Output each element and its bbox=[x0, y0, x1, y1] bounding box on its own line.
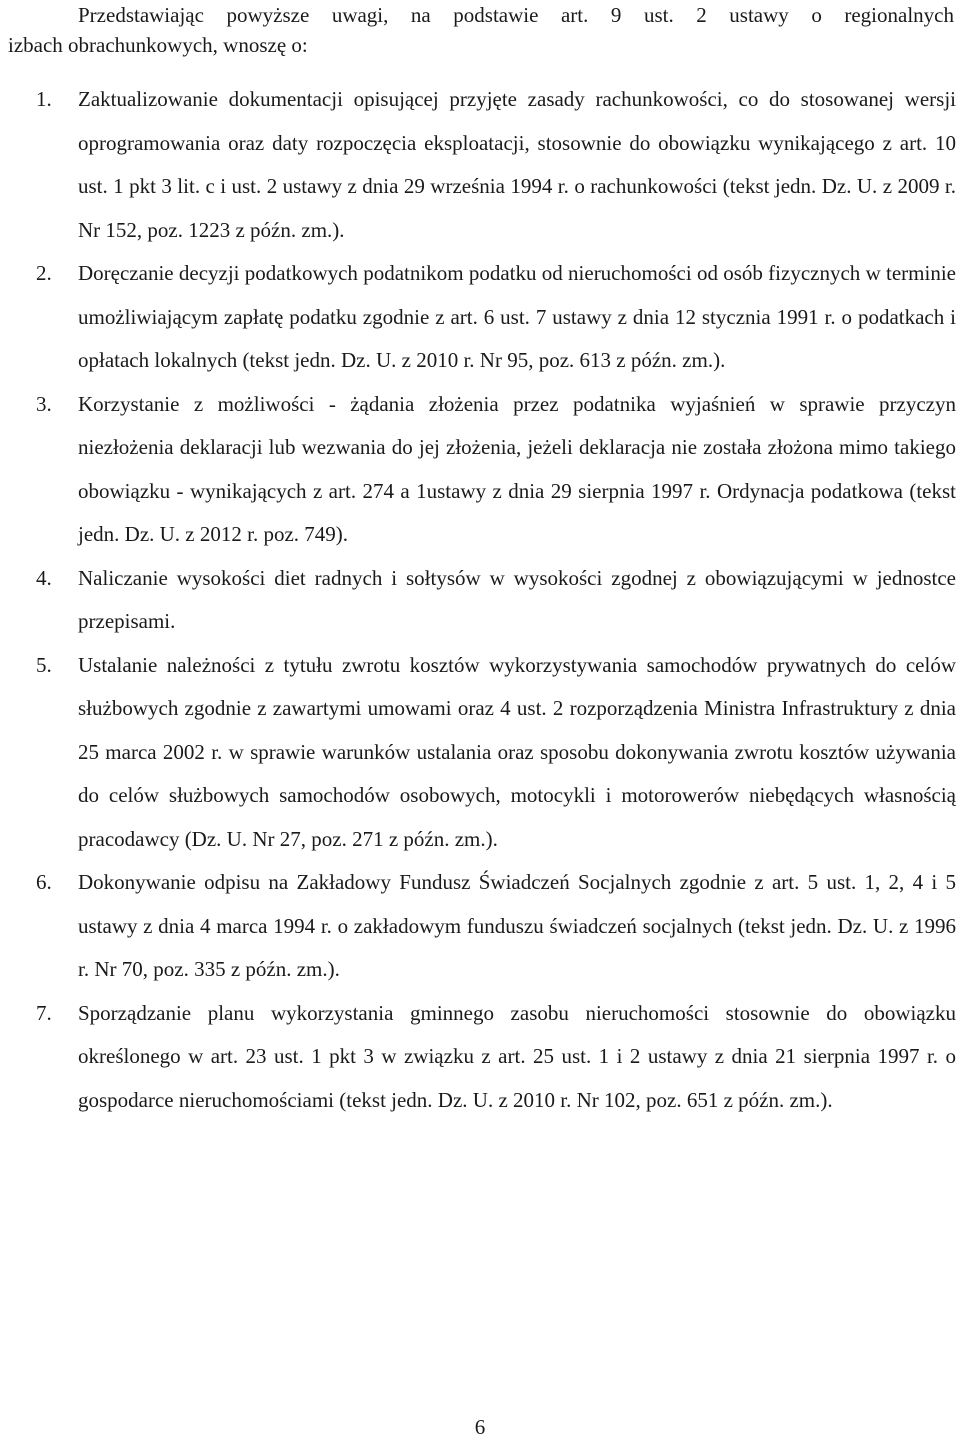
list-item-number: 4. bbox=[36, 565, 52, 590]
intro-paragraph bbox=[8, 0, 954, 60]
list-item-number: 6. bbox=[36, 870, 52, 894]
list-item-number: 5. bbox=[36, 652, 52, 677]
list-item bbox=[0, 383, 960, 557]
list-item-text: Korzystanie z możliwości - żądania złożenia przez podatnika wyjaśnień w sprawie przyczyn niezłożenia deklaracji lub wezwania do jej złożenia, jeżeli deklaracja nie została złożona mimo takiego obowiązku - wynikających z art. 274 a 1ustawy z dnia 29 sierpnia 1997 r. Ordynacja podatkowa (tekst jedn. Dz. U. z 2012 r. poz. 749). bbox=[78, 391, 956, 546]
list-item-text: Zaktualizowanie dokumentacji opisującej przyjęte zasady rachunkowości, co do stosowanej wersji oprogramowania oraz daty rozpoczęcia eksploatacji, stosownie do obowiązku wynikającego z art. 10 ust. 1 pkt 3 lit. c i ust. 2 ustawy z dnia 29 września 1994 r. o rachunkowości (tekst jedn. Dz. U. z 2009 r. Nr 152, poz. 1223 z późn. zm.). bbox=[78, 87, 956, 242]
requests-list bbox=[0, 78, 960, 1122]
list-item-number: 7. bbox=[36, 1000, 52, 1025]
list-item-text: Naliczanie wysokości diet radnych i sołtysów w wysokości zgodnej z obowiązującymi w jednostce przepisami. bbox=[78, 565, 956, 633]
intro-line-1: Przedstawiając powyższe uwagi, na podstawie art. 9 ust. 2 ustawy o regionalnych bbox=[78, 3, 954, 27]
list-item-text: Ustalanie należności z tytułu zwrotu kosztów wykorzystywania samochodów prywatnych do celów służbowych zgodnie z zawartymi umowami oraz 4 ust. 2 rozporządzenia Ministra Infrastruktury z dnia 25 marca 2002 r. w sprawie warunków ustalania oraz sposobu dokonywania zwrotu kosztów używania do celów służbowych samochodów osobowych, motocykli i motorowerów niebędących własnością pracodawcy (Dz. U. Nr 27, poz. 271 z późn. zm.). bbox=[78, 652, 956, 851]
list-item-text: Sporządzanie planu wykorzystania gminnego zasobu nieruchomości stosownie do obowiązku określonego w art. 23 ust. 1 pkt 3 w związku z art. 25 ust. 1 i 2 ustawy z dnia 21 sierpnia 1997 r. o gospodarce nieruchomościami (tekst jedn. Dz. U. z 2010 r. Nr 102, poz. 651 z późn. zm.). bbox=[78, 1000, 956, 1112]
list-item bbox=[0, 557, 960, 644]
list-item bbox=[0, 992, 960, 1123]
list-item bbox=[0, 252, 960, 383]
list-item-number: 2. bbox=[36, 261, 52, 285]
list-item bbox=[0, 644, 960, 862]
list-item-number: 3. bbox=[36, 391, 52, 416]
list-item-text: Dokonywanie odpisu na Zakładowy Fundusz Świadczeń Socjalnych zgodnie z art. 5 ust. 1, 2, 4 i 5 ustawy z dnia 4 marca 1994 r. o zakładowym funduszu świadczeń socjalnych (tekst jedn. Dz. U. z 1996 r. Nr 70, poz. 335 z późn. zm.). bbox=[78, 870, 956, 981]
list-item-text: Doręczanie decyzji podatkowych podatnikom podatku od nieruchomości od osób fizycznych w terminie umożliwiającym zapłatę podatku zgodnie z art. 6 ust. 7 ustawy z dnia 12 stycznia 1991 r. o podatkach i opłatach lokalnych (tekst jedn. Dz. U. z 2010 r. Nr 95, poz. 613 z późn. zm.). bbox=[78, 261, 956, 372]
list-item-number: 1. bbox=[36, 87, 52, 111]
list-item bbox=[0, 861, 960, 992]
list-item bbox=[0, 78, 960, 252]
intro-line-2: izbach obrachunkowych, wnoszę o: bbox=[8, 33, 308, 57]
page-number: 6 bbox=[474, 1415, 486, 1439]
